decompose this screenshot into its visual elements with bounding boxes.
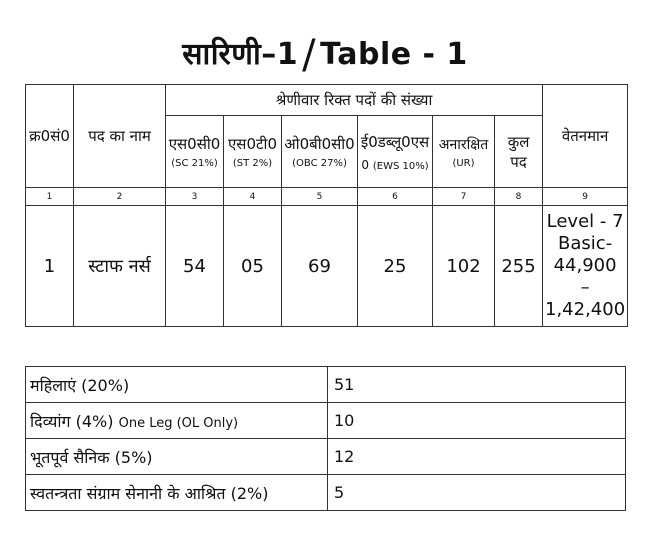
cell-ur: 102 bbox=[433, 206, 495, 327]
table-row bbox=[26, 475, 626, 511]
header-st-pct: (ST 2%) bbox=[232, 158, 273, 169]
cell-st: 05 bbox=[224, 206, 282, 327]
col-num-6: 6 bbox=[358, 188, 433, 206]
table-row bbox=[26, 206, 628, 327]
page-title bbox=[0, 32, 650, 78]
header-ews-pct: (EWS 10%) bbox=[372, 160, 429, 172]
cell-post-name: स्टाफ नर्स bbox=[74, 206, 166, 327]
cell-pay-scale bbox=[543, 206, 628, 327]
res-value-disabled: 10 bbox=[328, 403, 626, 439]
res-label-disabled-extra: One Leg (OL Only) bbox=[118, 415, 239, 431]
res-label-ex-servicemen: भूतपूर्व सैनिक (5%) bbox=[26, 439, 328, 475]
header-ur-pct: (UR) bbox=[452, 157, 475, 169]
res-value-women: 51 bbox=[328, 367, 626, 403]
col-num-5: 5 bbox=[282, 188, 358, 206]
header-total-line2: पद bbox=[510, 152, 527, 171]
header-obc-name: ओ0बी0सी0 bbox=[284, 135, 355, 153]
header-obc-pct: (OBC 27%) bbox=[292, 158, 347, 169]
table-row bbox=[26, 439, 626, 475]
header-st-name: एस0टी0 bbox=[228, 135, 277, 153]
header-ur-name: अनारक्षित bbox=[438, 136, 489, 153]
res-label-disabled bbox=[26, 403, 328, 439]
pay-range-end: – 1,42,400 bbox=[545, 277, 626, 320]
res-value-freedom-fighter: 5 bbox=[328, 475, 626, 511]
res-label-freedom-fighter: स्वतन्त्रता संग्राम सेनानी के आश्रित (2%) bbox=[26, 475, 328, 511]
col-num-4: 4 bbox=[224, 188, 282, 206]
header-ews bbox=[358, 116, 433, 188]
res-value-ex-servicemen: 12 bbox=[328, 439, 626, 475]
vacancy-table bbox=[25, 84, 628, 327]
pay-level: Level - 7 bbox=[546, 211, 624, 232]
header-sc bbox=[166, 116, 224, 188]
res-label-disabled-text: दिव्यांग (4%) bbox=[30, 411, 114, 431]
cell-ews: 25 bbox=[358, 206, 433, 327]
title-english: Table - 1 bbox=[320, 37, 468, 72]
header-category-group: श्रेणीवार रिक्त पदों की संख्या bbox=[166, 85, 543, 116]
header-pay-scale: वेतनमान bbox=[543, 85, 628, 188]
col-num-2: 2 bbox=[74, 188, 166, 206]
header-st bbox=[224, 116, 282, 188]
header-post-name: पद का नाम bbox=[74, 85, 166, 188]
cell-serial: 1 bbox=[26, 206, 74, 327]
col-num-8: 8 bbox=[495, 188, 543, 206]
cell-total: 255 bbox=[495, 206, 543, 327]
title-slash: / bbox=[302, 32, 317, 78]
header-sc-name: एस0सी0 bbox=[168, 135, 221, 153]
cell-obc: 69 bbox=[282, 206, 358, 327]
header-total-line1: कुल bbox=[507, 132, 530, 151]
col-num-3: 3 bbox=[166, 188, 224, 206]
column-number-row bbox=[26, 188, 628, 206]
reservation-table bbox=[25, 366, 626, 511]
col-num-1: 1 bbox=[26, 188, 74, 206]
header-serial: क्र0सं0 bbox=[26, 85, 74, 188]
table-row bbox=[26, 403, 626, 439]
cell-sc: 54 bbox=[166, 206, 224, 327]
header-obc bbox=[282, 116, 358, 188]
res-label-women: महिलाएं (20%) bbox=[26, 367, 328, 403]
header-total bbox=[495, 116, 543, 188]
pay-basic: Basic- 44,900 bbox=[553, 233, 617, 276]
header-sc-pct: (SC 21%) bbox=[171, 158, 218, 169]
col-num-7: 7 bbox=[433, 188, 495, 206]
header-ews-name: ई0डब्लू0एस bbox=[360, 132, 430, 151]
header-ews-name-cont: 0 bbox=[361, 157, 370, 172]
col-num-9: 9 bbox=[543, 188, 628, 206]
title-hindi: सारिणी–1 bbox=[182, 37, 299, 72]
table-row bbox=[26, 367, 626, 403]
header-ur bbox=[433, 116, 495, 188]
